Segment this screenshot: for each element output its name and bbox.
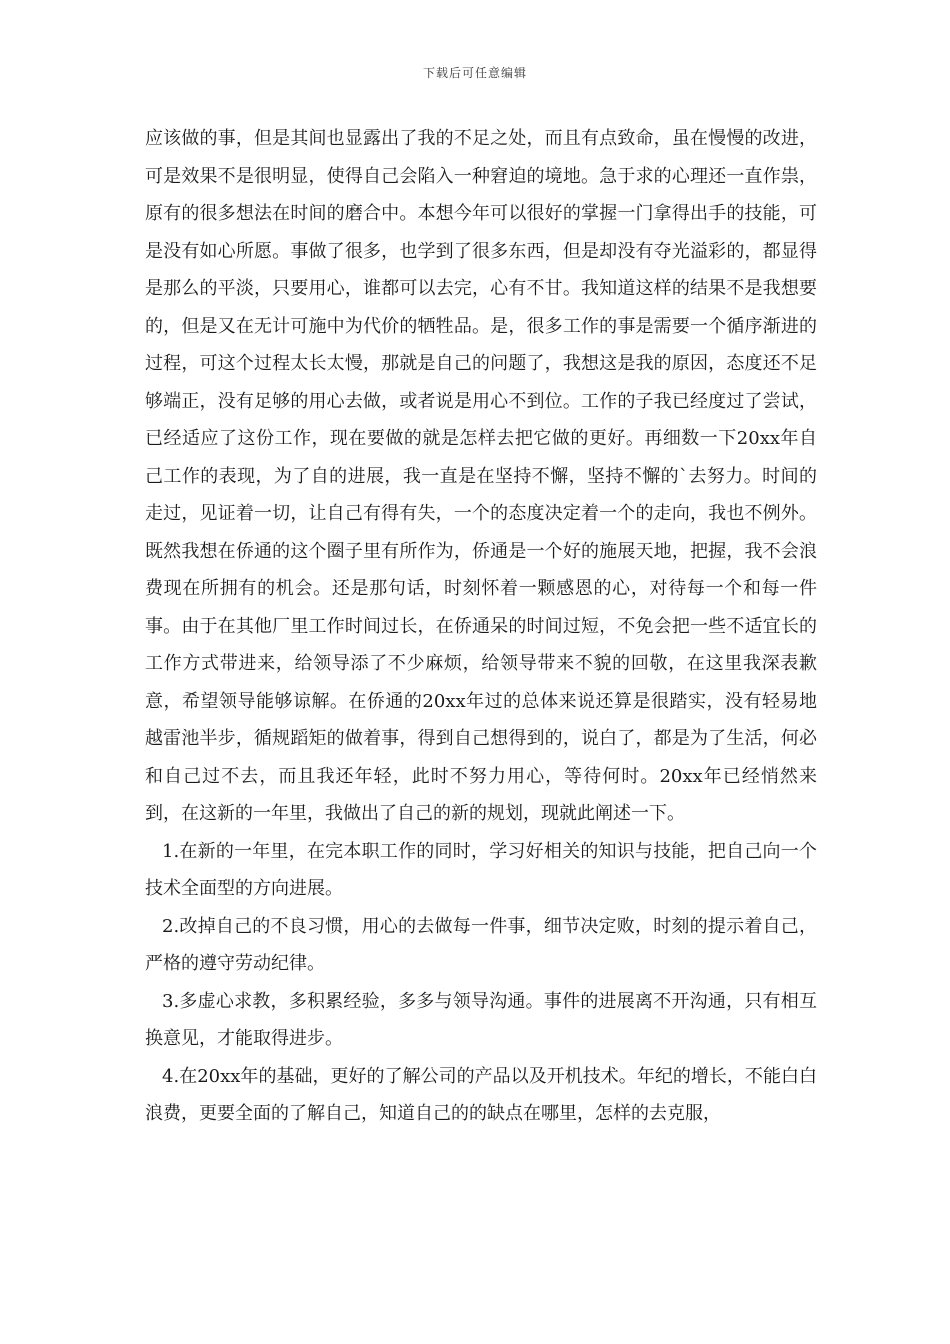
- header-note: 下载后可任意编辑: [422, 66, 527, 80]
- list-item-1: 1.在新的一年里，在完本职工作的同时，学习好相关的知识与技能，把自己向一个技术全面型的方向进展。: [145, 840, 817, 899]
- document-body: [145, 120, 817, 1133]
- body-paragraph: 应该做的事，但是其间也显露出了我的不足之处，而且有点致命，虽在慢慢的改进，可是效果不是很明显，使得自己会陷入一种窘迫的境地。急于求的心理还一直作祟，原有的很多想法在时间的磨合中。本想今年可以很好的掌握一门拿得出手的技能，可是没有如心所愿。事做了很多，也学到了很多东西，但是却没有夺光溢彩的，都显得是那么的平淡，只要用心，谁都可以去完，心有不甘。我知道这样的结果不是我想要的，但是又在无计可施中为代价的牺牲品。是，很多工作的事是需要一个循序渐进的过程，可这个过程太长太慢，那就是自己的问题了，我想这是我的原因，态度还不足够端正，没有足够的用心去做，或者说是用心不到位。工作的子我已经度过了尝试，已经适应了这份工作，现在要做的就是怎样去把它做的更好。再细数一下20xx年自己工作的表现，为了自的进展，我一直是在坚持不懈，坚持不懈的`去努力。时间的走过，见证着一切，让自己有得有失，一个的态度决定着一个的走向，我也不例外。既然我想在侨通的这个圈子里有所作为，侨通是一个好的施展天地，把握，我不会浪费现在所拥有的机会。还是那句话，时刻怀着一颗感恩的心，对待每一个和每一件事。由于在其他厂里工作时间过长，在侨通呆的时间过短，不免会把一些不适宜长的工作方式带进来，给领导添了不少麻烦，给领导带来不貌的回敬，在这里我深表歉意，希望领导能够谅解。在侨通的20xx年过的总体来说还算是很踏实，没有轻易地越雷池半步，循规蹈矩的做着事，得到自己想得到的，说白了，都是为了生活，何必和自己过不去，而且我还年轻，此时不努力用心，等待何时。20xx年已经悄然来到，在这新的一年里，我做出了自己的新的规划，现就此阐述一下。: [145, 128, 817, 824]
- list-item-2: 2.改掉自己的不良习惯，用心的去做每一件事，细节决定败，时刻的提示着自己，严格的遵守劳动纪律。: [145, 915, 817, 974]
- list-item-4: 4.在20xx年的基础，更好的了解公司的产品以及开机技术。年纪的增长，不能白白浪费，更要全面的了解自己，知道自己的的缺点在哪里，怎样的去克服，: [145, 1065, 817, 1124]
- list-item-3: 3.多虚心求教，多积累经验，多多与领导沟通。事件的进展离不开沟通，只有相互换意见，才能取得进步。: [145, 990, 817, 1049]
